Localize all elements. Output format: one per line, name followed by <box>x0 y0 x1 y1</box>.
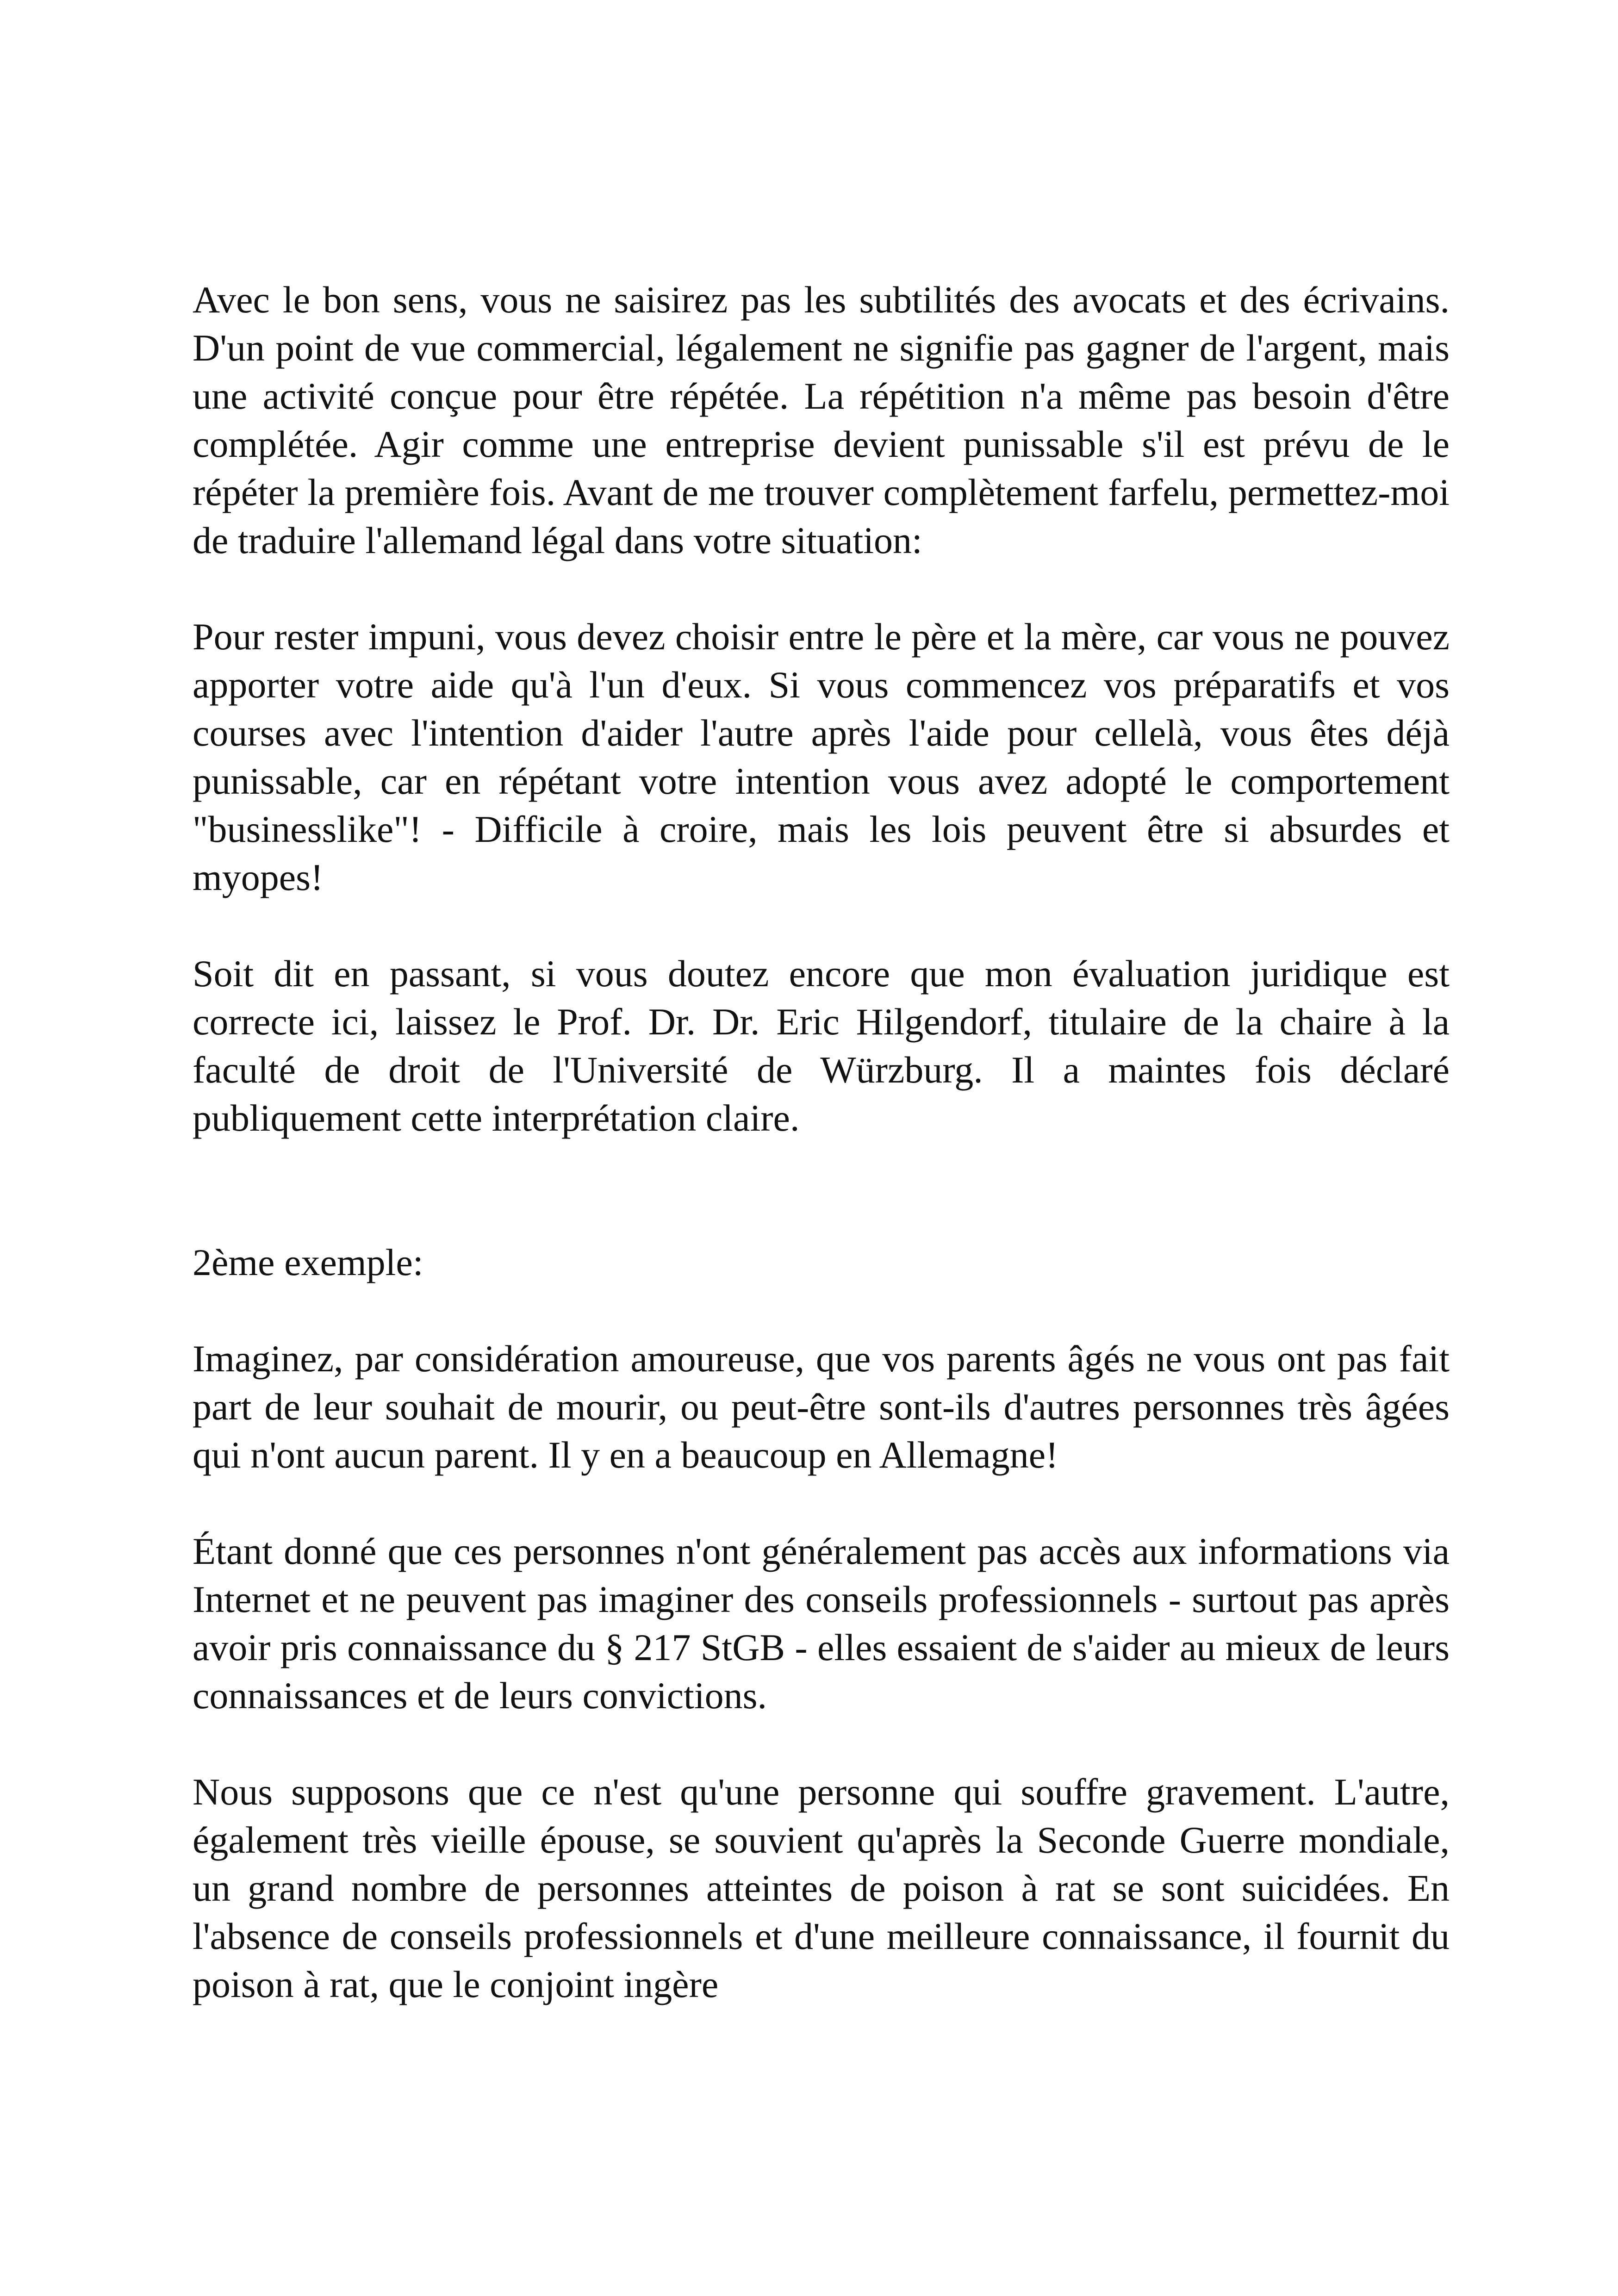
paragraph-common-sense: Avec le bon sens, vous ne saisirez pas les subtilités des avocats et des écrivains. D'un point de vue commercial, légalement ne signifie pas gagner de l'argent, mais une activité conçue pour être répétée. La répétition n'a même pas besoin d'être complétée. Agir comme une entreprise devient punissable s'il est prévu de le répéter la première fois. Avant de me trouver complètement farfelu, permettez-moi de traduire l'allemand légal dans votre situation: <box>193 279 1450 561</box>
paragraph-elderly-parents: Imaginez, par considération amoureuse, que vos parents âgés ne vous ont pas fait part de leur souhait de mourir, ou peut-être sont-ils d'autres personnes très âgées qui n'ont aucun parent. Il y en a beaucoup en Allemagne! <box>193 1338 1450 1476</box>
paragraph-legal-assessment: Soit dit en passant, si vous doutez encore que mon évaluation juridique est correcte ici, laissez le Prof. Dr. Dr. Eric Hilgendorf, titulaire de la chaire à la faculté de droit de l'Université de Würzburg. Il a maintes fois déclaré publiquement cette interprétation claire. <box>193 952 1450 1139</box>
paragraph-no-internet-access: Étant donné que ces personnes n'ont généralement pas accès aux informations via Internet et ne peuvent pas imaginer des conseils professionnels - surtout pas après avoir pris connaissance du § 217 StGB - elles essaient de s'aider au mieux de leurs connaissances et de leurs convictions. <box>193 1530 1450 1717</box>
section-heading-example-2: 2ème exemple: <box>193 1241 423 1283</box>
paragraph-father-mother: Pour rester impuni, vous devez choisir entre le père et la mère, car vous ne pouvez apporter votre aide qu'à l'un d'eux. Si vous commencez vos préparatifs et vos courses avec l'intention d'aider l'autre après l'aide pour cellelà, vous êtes déjà punissable, car en répétant votre intention vous avez adopté le comportement "businesslike"! - Difficile à croire, mais les lois peuvent être si absurdes et myopes! <box>193 616 1450 898</box>
paragraph-rat-poison: Nous supposons que ce n'est qu'une personne qui souffre gravement. L'autre, également très vieille épouse, se souvient qu'après la Seconde Guerre mondiale, un grand nombre de personnes atteintes de poison à rat se sont suicidées. En l'absence de conseils professionnels et d'une meilleure connaissance, il fournit du poison à rat, que le conjoint ingère <box>193 1771 1450 2005</box>
text-body <box>193 276 1450 2009</box>
